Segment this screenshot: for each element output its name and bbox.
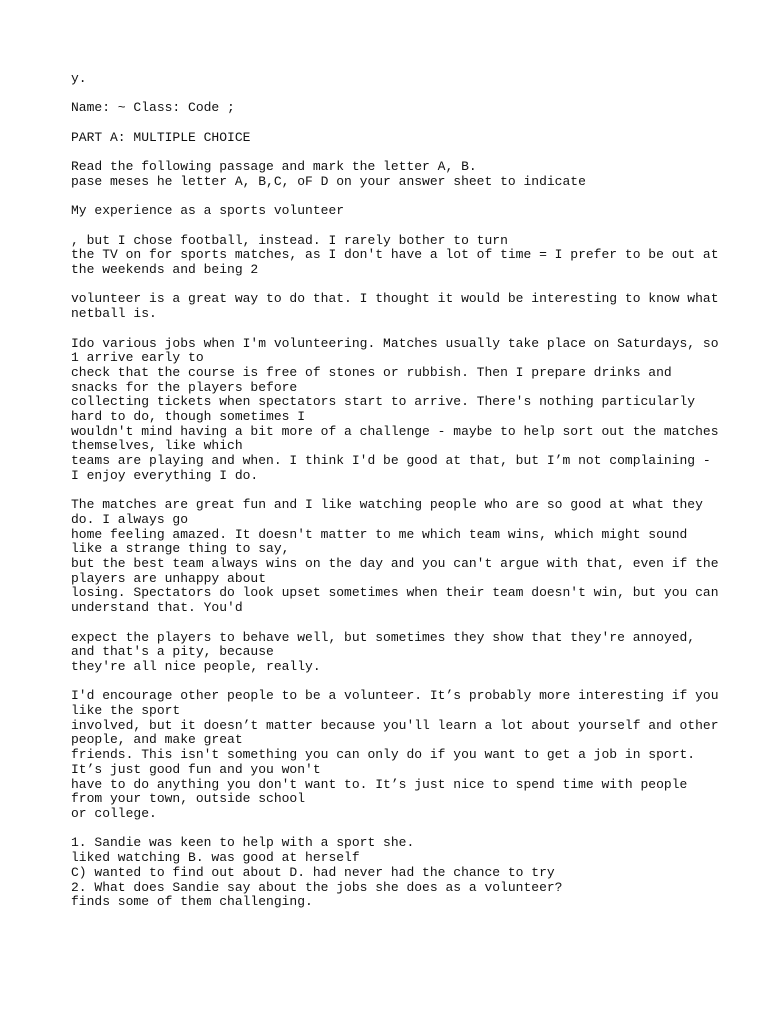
text-paragraph [71, 631, 711, 675]
text-line: Ido various jobs when I'm volunteering. Matches usually take place on Saturdays, so [71, 335, 719, 351]
text-paragraph [71, 688, 719, 821]
text-line: from your town, outside school [71, 791, 306, 807]
text-paragraph [71, 335, 719, 484]
document-page [71, 71, 719, 925]
text-line: I enjoy everything I do. [71, 467, 259, 483]
text-paragraph [71, 160, 711, 189]
text-line: Name: ~ Class: Code ; [71, 100, 235, 116]
text-line: have to do anything you don't want to. It’s just nice to spend time with people [71, 776, 688, 792]
text-paragraph [71, 131, 711, 146]
text-line: volunteer is a great way to do that. I thought it would be interesting to know what [71, 291, 719, 307]
text-line: 1. Sandie was keen to help with a sport she. [71, 835, 415, 851]
text-line: but the best team always wins on the day and you can't argue with that, even if the [71, 556, 719, 572]
text-line: y. [71, 71, 87, 86]
text-line: collecting tickets when spectators start to arrive. There's nothing particularly [71, 394, 696, 410]
text-line: The matches are great fun and I like watching people who are so good at what they [71, 497, 703, 513]
text-line: the weekends and being 2 [71, 262, 259, 278]
text-paragraph [71, 497, 719, 616]
text-line: teams are playing and when. I think I'd be good at that, but I’m not complaining - [71, 453, 711, 469]
text-line: snacks for the players before [71, 379, 298, 395]
text-paragraph [71, 836, 711, 910]
text-line: Read the following passage and mark the letter A, B. [71, 159, 477, 175]
text-line: themselves, like which [71, 438, 243, 454]
text-line: C) wanted to find out about D. had never had the chance to try [71, 864, 555, 880]
text-line: friends. This isn't something you can only do if you want to get a job in sport. [71, 747, 696, 763]
text-line: players are unhappy about [71, 570, 267, 586]
text-line: like a strange thing to say, [71, 541, 290, 557]
text-line: understand that. You'd [71, 600, 243, 616]
text-line: do. I always go [71, 511, 189, 527]
text-paragraph [71, 101, 711, 116]
text-line: PART A: MULTIPLE CHOICE [71, 129, 251, 145]
text-line: 2. What does Sandie say about the jobs she does as a volunteer? [71, 879, 563, 895]
text-line: pase meses he letter A, B,C, oF D on your answer sheet to indicate [71, 173, 586, 189]
text-line: they're all nice people, really. [71, 658, 321, 674]
text-line: losing. Spectators do look upset sometimes when their team doesn't win, but you can [71, 585, 719, 601]
text-line: people, and make great [71, 732, 243, 748]
text-line: wouldn't mind having a bit more of a challenge - maybe to help sort out the matches [71, 423, 719, 439]
text-line: or college. [71, 806, 157, 821]
text-line: the TV on for sports matches, as I don't have a lot of time = I prefer to be out at [71, 247, 719, 263]
text-line: , but I chose football, instead. I rarely bother to turn [71, 232, 508, 248]
text-line: finds some of them challenging. [71, 894, 313, 910]
text-paragraph [71, 232, 719, 278]
text-line: netball is. [71, 306, 157, 322]
text-paragraph [71, 291, 719, 322]
text-paragraph [71, 204, 711, 219]
text-paragraph [71, 72, 711, 87]
text-line: like the sport [71, 703, 181, 719]
text-line: My experience as a sports volunteer [71, 203, 345, 219]
text-line: and that's a pity, because [71, 644, 274, 660]
text-line: expect the players to behave well, but sometimes they show that they're annoyed, [71, 629, 696, 645]
text-line: check that the course is free of stones or rubbish. Then I prepare drinks and [71, 364, 672, 380]
text-line: liked watching B. was good at herself [71, 850, 360, 866]
text-line: hard to do, though sometimes I [71, 409, 306, 425]
text-line: I'd encourage other people to be a volunteer. It’s probably more interesting if you [71, 688, 719, 704]
text-line: It’s just good fun and you won't [71, 761, 321, 777]
text-line: involved, but it doesn’t matter because you'll learn a lot about yourself and other [71, 717, 719, 733]
text-line: 1 arrive early to [71, 350, 204, 366]
text-line: home feeling amazed. It doesn't matter to me which team wins, which might sound [71, 526, 688, 542]
